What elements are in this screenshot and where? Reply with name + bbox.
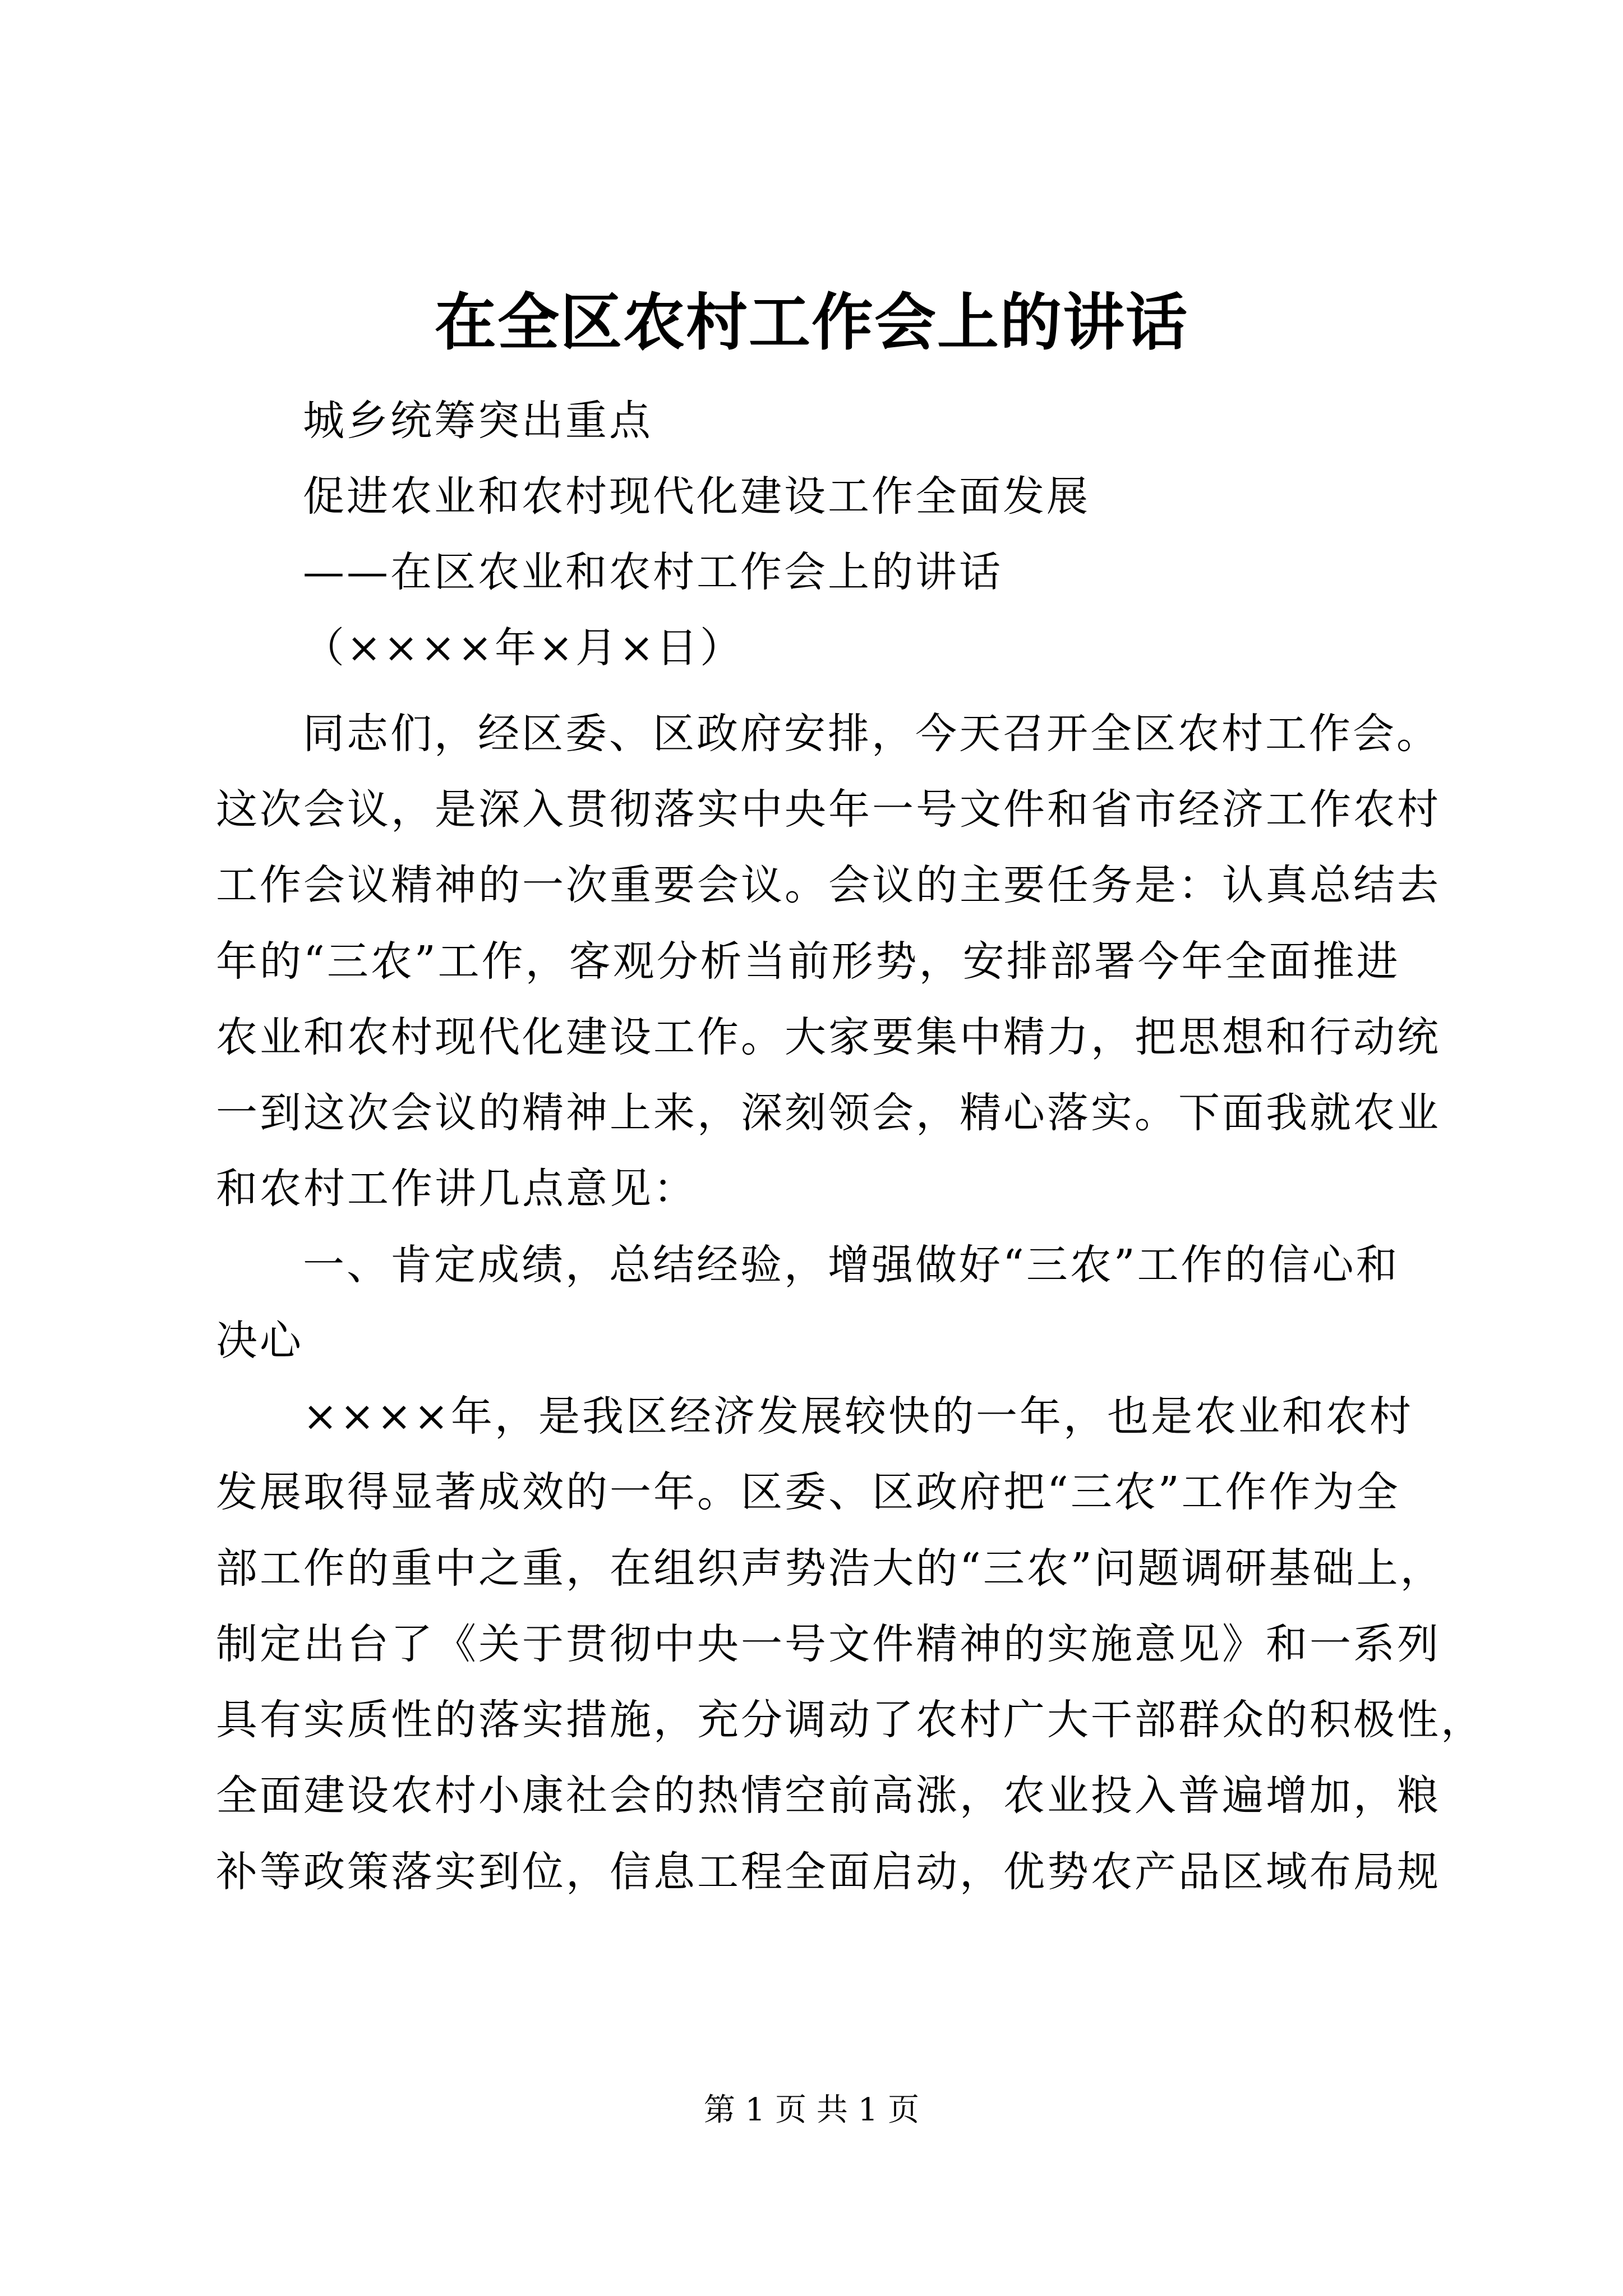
subtitle-line: ——在区农业和农村工作会上的讲话 [303,548,1003,596]
body-line: 具有实质性的落实措施，充分调动了农村广大干部群众的积极性， [216,1696,1484,1744]
subtitle-line: 促进农业和农村现代化建设工作全面发展 [303,472,1090,521]
page-number: 第 1 页 共 1 页 [703,2092,920,2128]
body-line: 这次会议，是深入贯彻落实中央年一号文件和省市经济工作农村 [216,785,1441,834]
subtitle-line: （××××年×月×日） [303,624,744,672]
body-line: 一到这次会议的精神上来，深刻领会，精心落实。下面我就农业 [216,1089,1441,1137]
body-line: 补等政策落实到位，信息工程全面启动，优势农产品区域布局规 [216,1848,1441,1896]
subtitle-line: 城乡统筹突出重点 [303,397,653,445]
body-line: 工作会议精神的一次重要会议。会议的主要任务是：认真总结去 [216,861,1441,909]
body-line: 部工作的重中之重，在组织声势浩大的“三农”问题调研基础上， [216,1544,1444,1593]
document-title: 在全区农村工作会上的讲话 [435,286,1188,358]
body-line: 制定出台了《关于贯彻中央一号文件精神的实施意见》和一系列 [216,1620,1441,1668]
section-heading: 一、肯定成绩，总结经验，增强做好“三农”工作的信心和 [303,1241,1400,1289]
body-line: 农业和农村现代化建设工作。大家要集中精力，把思想和行动统 [216,1013,1441,1061]
body-line: 和农村工作讲几点意见： [216,1165,697,1213]
body-line: 同志们，经区委、区政府安排，今天召开全区农村工作会。 [303,710,1440,758]
body-line: 全面建设农村小康社会的热情空前高涨，农业投入普遍增加，粮 [216,1772,1441,1820]
body-line: ××××年，是我区经济发展较快的一年，也是农业和农村 [303,1392,1414,1441]
body-line: 年的“三农”工作，客观分析当前形势，安排部署今年全面推进 [216,937,1400,986]
body-line: 发展取得显著成效的一年。区委、区政府把“三农”工作作为全 [216,1468,1400,1516]
section-heading: 决心 [216,1317,303,1365]
